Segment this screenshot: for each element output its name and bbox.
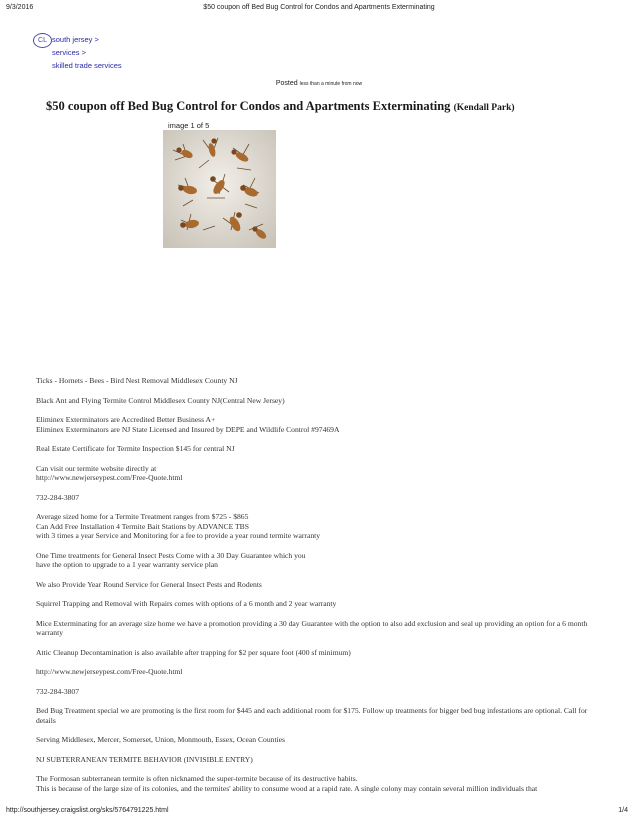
breadcrumb-south-jersey[interactable]: south jersey > [52,35,99,44]
print-page-number: 1/4 [618,807,628,814]
print-date: 9/3/2016 [6,4,34,11]
post-paragraph: The Formosan subterranean termite is often nicknamed the super-termite because of its destructive habits. This is because of the large size of its colonies, and the termites' ability to consume wood at a rapid rate. A single colony may contain several million individuals that [36,774,538,793]
post-paragraph: Mice Exterminating for an average size home we have a promotion providing a 30 day Guarantee with the option to also add exclusion and seal up providing an option for a 6 month warranty [36,618,588,637]
post-paragraph: Average sized home for a Termite Treatment ranges from $725 - $865 Can Add Free Installation 4 Termite Bait Stations by ADVANCE TBS with 3 times a year Service and Monitoring for a fee to provide a year round termite warranty [36,512,321,540]
post-paragraph: Serving Middlesex, Mercer, Somerset, Union, Monmouth, Essex, Ocean Counties [36,735,285,744]
post-title [46,99,515,114]
craigslist-logo[interactable]: CL [33,33,52,48]
post-paragraph: Ticks - Hornets - Bees - Bird Nest Removal Middlesex County NJ [36,376,238,385]
post-paragraph: We also Provide Year Round Service for General Insect Pests and Rodents [36,579,262,589]
posted-label: Posted [275,80,298,87]
post-paragraph: 732-284-3807 [36,492,80,502]
post-paragraph: 732-284-3807 [36,686,80,696]
post-body [36,376,601,803]
post-paragraph: NJ SUBTERRANEAN TERMITE BEHAVIOR (INVISIBLE ENTRY) [36,754,253,764]
post-title-text: $50 coupon off Bed Bug Control for Condos and Apartments Exterminating [46,99,451,113]
post-location: (Kendall Park) [453,103,515,113]
posted-info [0,80,638,87]
post-paragraph: Attic Cleanup Decontamination is also available after trapping for $2 per square foot (400 sf minimum) [36,647,351,657]
print-page-title: $50 coupon off Bed Bug Control for Condos and Apartments Exterminating [203,4,435,11]
image-counter: image 1 of 5 [168,121,210,130]
post-paragraph: Squirrel Trapping and Removal with Repairs comes with options of a 6 month and 2 year warranty [36,599,337,608]
breadcrumb [52,33,122,72]
breadcrumb-services[interactable]: services > [52,48,86,57]
posted-time: less than a minute from now [299,81,363,87]
post-paragraph: Black Ant and Flying Termite Control Middlesex County NJ(Central New Jersey) [36,395,285,405]
post-paragraph: Eliminex Exterminators are Accredited Better Business A+ Eliminex Exterminators are NJ State Licensed and Insured by DEPE and Wildlife Control #97469A [36,415,340,434]
post-paragraph: One Time treatments for General Insect Pests Come with a 30 Day Guarantee which you have the option to upgrade to a 1 year warranty service plan [36,550,306,569]
post-paragraph: http://www.newjerseypest.com/Free-Quote.html [36,667,183,676]
breadcrumb-skilled-trade-services[interactable]: skilled trade services [52,61,122,70]
ants-photo-icon[interactable] [163,130,276,248]
print-footer-url: http://southjersey.craigslist.org/sks/5764791225.html [6,807,169,814]
post-paragraph: Real Estate Certificate for Termite Inspection $145 for central NJ [36,444,235,453]
post-paragraph: Can visit our termite website directly at http://www.newjerseypest.com/Free-Quote.html [36,463,183,482]
post-paragraph: Bed Bug Treatment special we are promoting is the first room for $445 and each additional room for $175. Follow up treatments for bigger bed bug infestations are optional. Call for details [36,706,588,725]
